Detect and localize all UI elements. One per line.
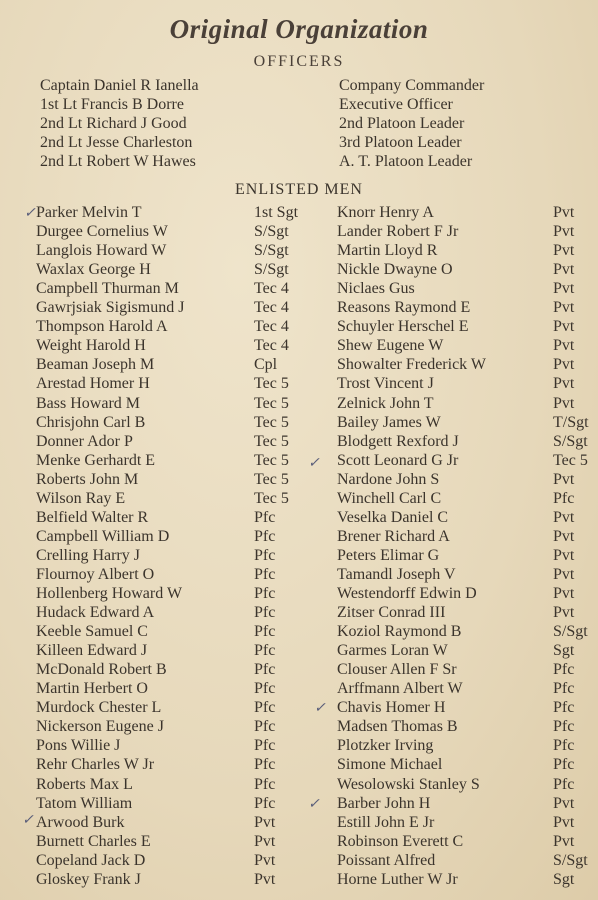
enlisted-row [0,717,598,736]
enlisted-name: Brener Richard A [337,527,450,545]
enlisted-row [0,508,598,527]
enlisted-row [0,660,598,679]
enlisted-name: Hudack Edward A [36,604,155,622]
officer-role: 2nd Platoon Leader [339,115,465,132]
enlisted-name: Weight Harold H [36,337,146,355]
enlisted-rank: Tec 5 [254,451,289,469]
enlisted-row [0,260,598,279]
enlisted-rank: Pfc [553,680,575,698]
enlisted-rank: Pfc [553,699,575,717]
officer-role: 3rd Platoon Leader [339,134,462,151]
enlisted-rank: S/Sgt [254,223,289,241]
enlisted-name: Copeland Jack D [36,851,146,869]
enlisted-rank: Pvt [553,813,575,831]
enlisted-name: Wesolowski Stanley S [337,775,480,793]
pencil-check-mark: ✓ [308,797,320,812]
enlisted-rank: Pvt [553,604,575,622]
enlisted-name: Tatom William [36,794,133,812]
enlisted-name: Chavis Homer H [337,699,446,717]
enlisted-rank: Pvt [553,375,575,393]
enlisted-rank: Pfc [254,680,276,698]
enlisted-row [0,813,598,832]
enlisted-rank: Sgt [553,642,575,660]
enlisted-rank: Pvt [553,356,575,374]
enlisted-rank: Pfc [254,718,276,736]
enlisted-name: Peters Elimar G [337,546,440,564]
enlisted-rank: Pvt [553,242,575,260]
enlisted-name: Hollenberg Howard W [36,585,183,602]
enlisted-row [0,451,598,470]
enlisted-row [0,603,598,622]
enlisted-row [0,736,598,755]
enlisted-name: Nickerson Eugene J [36,718,164,736]
enlisted-name: Shew Eugene W [337,337,444,355]
enlisted-row [0,584,598,603]
officer-name: Captain Daniel R Ianella [40,77,199,94]
enlisted-row [0,755,598,774]
enlisted-name: Parker Melvin T [36,204,142,221]
enlisted-rank: Pfc [254,737,276,755]
enlisted-name: Plotzker Irving [337,737,434,755]
enlisted-name: Tamandl Joseph V [337,565,456,583]
enlisted-name: Roberts Max L [36,775,133,793]
enlisted-name: Garmes Loran W [337,642,448,660]
enlisted-rank: S/Sgt [553,432,588,450]
enlisted-row [0,775,598,794]
enlisted-rank: Pfc [553,737,575,755]
enlisted-name: Gawrjsiak Sigismund J [36,299,185,317]
enlisted-heading: ENLISTED MEN [235,181,363,198]
enlisted-rank: Pvt [553,508,575,526]
enlisted-row [0,470,598,489]
enlisted-name: Thompson Harold A [36,318,168,336]
enlisted-name: Murdock Chester L [36,699,162,717]
enlisted-name: Campbell William D [36,527,170,545]
enlisted-name: Zelnick John T [337,394,434,412]
enlisted-rank: S/Sgt [254,261,289,279]
enlisted-row [0,832,598,851]
enlisted-name: Waxlax George H [36,261,151,279]
enlisted-rank: Pvt [553,299,575,317]
enlisted-name: Niclaes Gus [337,280,415,298]
enlisted-rank: Pfc [553,756,575,774]
enlisted-row [0,641,598,660]
enlisted-name: Killeen Edward J [36,642,148,660]
pencil-check-mark: ✓ [24,206,36,221]
enlisted-row [0,527,598,546]
enlisted-rank: Pvt [254,832,276,850]
enlisted-row [0,203,598,222]
enlisted-row [0,374,598,393]
enlisted-name: Trost Vincent J [337,375,434,393]
enlisted-rank: Tec 4 [254,280,289,298]
enlisted-rank: Pvt [553,204,575,221]
enlisted-name: Barber John H [337,794,431,812]
enlisted-name: Reasons Raymond E [337,299,471,317]
enlisted-rank: 1st Sgt [254,204,299,221]
enlisted-name: Bailey James W [337,413,441,431]
enlisted-rank: Pvt [254,851,276,869]
enlisted-name: Rehr Charles W Jr [36,756,155,774]
officer-name: 2nd Lt Jesse Charleston [40,134,193,151]
enlisted-name: Crelling Harry J [36,546,140,564]
enlisted-name: Scott Leonard G Jr [337,451,459,469]
enlisted-name: Veselka Daniel C [337,508,449,526]
enlisted-rank: Pfc [254,585,276,602]
enlisted-row [0,222,598,241]
officer-role: Company Commander [339,77,485,94]
enlisted-row [0,355,598,374]
pencil-check-mark: ✓ [314,701,326,716]
officer-name: 1st Lt Francis B Dorre [40,96,184,113]
enlisted-rank: Pvt [553,546,575,564]
enlisted-rank: S/Sgt [553,623,588,641]
enlisted-name: Bass Howard M [36,394,140,412]
enlisted-rank: Tec 5 [254,394,289,412]
enlisted-name: Gloskey Frank J [36,870,141,888]
enlisted-rank: Pfc [254,699,276,717]
enlisted-name: Wilson Ray E [36,489,126,507]
enlisted-name: Martin Lloyd R [337,242,438,260]
enlisted-rank: Pvt [553,832,575,850]
enlisted-name: Arwood Burk [36,813,125,831]
enlisted-name: Winchell Carl C [337,489,442,507]
enlisted-name: Chrisjohn Carl B [36,413,146,431]
enlisted-name: Keeble Samuel C [36,623,148,641]
enlisted-rank: T/Sgt [553,413,589,431]
enlisted-rank: Tec 5 [254,489,289,507]
enlisted-rank: Pvt [553,565,575,583]
enlisted-rank: Tec 4 [254,337,289,355]
enlisted-name: Clouser Allen F Sr [337,661,457,679]
enlisted-rank: Pvt [254,870,276,888]
enlisted-name: Belfield Walter R [36,508,149,526]
enlisted-name: Langlois Howard W [36,242,167,260]
enlisted-rank: Pfc [254,642,276,660]
enlisted-name: Horne Luther W Jr [337,870,458,888]
enlisted-rank: Pvt [553,527,575,545]
enlisted-row [0,851,598,870]
enlisted-rank: Pvt [553,261,575,279]
enlisted-rank: Tec 5 [254,432,289,450]
enlisted-row [0,489,598,508]
enlisted-name: Flournoy Albert O [36,565,155,583]
enlisted-name: Madsen Thomas B [337,718,458,736]
enlisted-name: Robinson Everett C [337,832,464,850]
enlisted-rank: Pvt [254,813,276,831]
enlisted-rank: Pfc [553,718,575,736]
enlisted-name: Burnett Charles E [36,832,151,850]
enlisted-rank: Tec 4 [254,318,289,336]
enlisted-rank: Pfc [254,623,276,641]
enlisted-rank: Pfc [254,661,276,679]
officer-role: Executive Officer [339,96,453,113]
enlisted-name: Knorr Henry A [337,204,434,221]
enlisted-row [0,317,598,336]
enlisted-rank: Tec 5 [553,451,588,469]
enlisted-rank: Tec 5 [254,413,289,431]
page-title: Original Organization [169,14,429,44]
enlisted-rank: Tec 5 [254,375,289,393]
enlisted-row [0,870,598,889]
enlisted-name: Estill John E Jr [337,813,435,831]
enlisted-name: Arestad Homer H [36,375,150,393]
enlisted-name: Zitser Conrad III [337,604,446,622]
enlisted-rank: Pvt [553,337,575,355]
enlisted-rank: Pvt [553,794,575,812]
pencil-check-mark: ✓ [308,456,320,471]
officer-role: A. T. Platoon Leader [339,153,473,170]
enlisted-row [0,279,598,298]
enlisted-name: Westendorff Edwin D [337,585,477,602]
enlisted-name: Nickle Dwayne O [337,261,453,279]
enlisted-rank: Tec 5 [254,470,289,488]
enlisted-rank: Pvt [553,280,575,298]
enlisted-rank: Pfc [254,604,276,622]
enlisted-name: Koziol Raymond B [337,623,462,641]
enlisted-name: Beaman Joseph M [36,356,155,374]
enlisted-row [0,336,598,355]
enlisted-rank: Tec 4 [254,299,289,317]
enlisted-rank: Pfc [254,527,276,545]
enlisted-rank: Pfc [254,508,276,526]
enlisted-name: Blodgett Rexford J [337,432,459,450]
pencil-check-mark: ✓ [22,813,34,828]
enlisted-name: Menke Gerhardt E [36,451,156,469]
enlisted-name: Pons Willie J [36,737,121,755]
officer-name: 2nd Lt Richard J Good [40,115,187,132]
enlisted-rank: S/Sgt [254,242,289,260]
enlisted-rank: Pfc [254,546,276,564]
enlisted-name: Martin Herbert O [36,680,148,698]
enlisted-rank: Cpl [254,356,278,374]
enlisted-name: Roberts John M [36,470,139,488]
enlisted-rank: Pvt [553,585,575,602]
enlisted-rank: Pvt [553,318,575,336]
enlisted-rank: Pfc [254,756,276,774]
enlisted-rank: Pfc [553,661,575,679]
enlisted-name: Lander Robert F Jr [337,223,459,241]
enlisted-name: Campbell Thurman M [36,280,179,298]
officer-name: 2nd Lt Robert W Hawes [40,153,196,170]
enlisted-rank: Pfc [254,794,276,812]
enlisted-name: Poissant Alfred [337,851,436,869]
enlisted-row [0,432,598,451]
enlisted-name: McDonald Robert B [36,661,167,679]
enlisted-name: Showalter Frederick W [337,356,486,374]
enlisted-rank: Pfc [553,775,575,793]
enlisted-row [0,622,598,641]
enlisted-rank: Pfc [254,775,276,793]
enlisted-row [0,679,598,698]
enlisted-row [0,546,598,565]
enlisted-rank: S/Sgt [553,851,588,869]
enlisted-name: Nardone John S [337,470,440,488]
enlisted-row [0,565,598,584]
enlisted-name: Schuyler Herschel E [337,318,469,336]
enlisted-name: Simone Michael [337,756,443,774]
enlisted-name: Donner Ador P [36,432,133,450]
enlisted-row [0,413,598,432]
enlisted-rank: Sgt [553,870,575,888]
enlisted-rank: Pfc [254,565,276,583]
enlisted-row [0,698,598,717]
enlisted-rank: Pfc [553,489,575,507]
enlisted-row [0,394,598,413]
enlisted-row [0,794,598,813]
enlisted-rank: Pvt [553,470,575,488]
enlisted-row [0,241,598,260]
enlisted-rank: Pvt [553,223,575,241]
enlisted-name: Arffmann Albert W [337,680,463,698]
enlisted-rank: Pvt [553,394,575,412]
enlisted-row [0,298,598,317]
enlisted-name: Durgee Cornelius W [36,223,168,241]
officers-heading: OFFICERS [253,53,345,70]
